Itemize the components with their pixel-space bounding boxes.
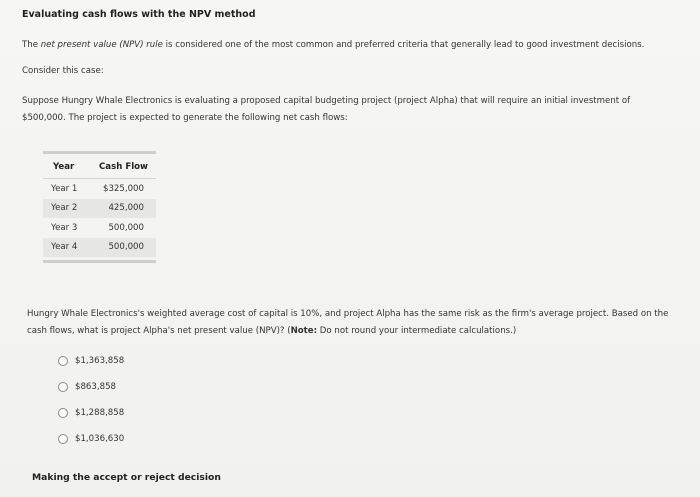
radio-button[interactable] — [58, 356, 68, 366]
question-line-2-post: Do not round your intermediate calculations.) — [317, 326, 517, 336]
year-cell: Year 1 — [43, 179, 98, 199]
table-row — [43, 199, 156, 219]
column-header-year: Year — [53, 162, 75, 172]
table-top-rule — [43, 151, 156, 154]
intro-emphasis: net present value (NPV) rule — [40, 40, 163, 50]
cash-flow-cell: 500,000 — [98, 238, 156, 258]
cash-flow-cell: 425,000 — [98, 199, 156, 219]
answer-option-label: $1,363,858 — [75, 356, 125, 366]
intro-post: is considered one of the most common and preferred criteria that generally lead to good investment decisions. — [162, 40, 645, 50]
cash-flow-cell: $325,000 — [98, 179, 156, 199]
radio-button[interactable] — [58, 434, 68, 444]
question-line-2 — [27, 326, 516, 336]
column-header-cash-flow: Cash Flow — [99, 162, 148, 172]
answer-option-4[interactable] — [58, 432, 124, 446]
answer-option-label: $1,036,630 — [75, 434, 125, 444]
year-cell: Year 4 — [43, 238, 98, 258]
note-label: Note: — [290, 326, 318, 336]
table-header-row — [43, 156, 156, 179]
radio-button[interactable] — [58, 382, 68, 392]
table-row — [43, 218, 156, 238]
answer-option-label: $863,858 — [75, 382, 117, 392]
intro-pre: The — [22, 40, 41, 50]
consider-text: Consider this case: — [22, 66, 104, 76]
question-line-2-pre: cash flows, what is project Alpha's net present value (NPV)? ( — [27, 326, 291, 336]
answer-option-1[interactable] — [58, 354, 124, 368]
case-text-line-2: $500,000. The project is expected to generate the following net cash flows: — [22, 113, 348, 123]
year-cell: Year 3 — [51, 222, 78, 233]
answer-option-2[interactable] — [58, 380, 116, 394]
answer-option-label: $1,288,858 — [75, 408, 125, 418]
section-title: Evaluating cash flows with the NPV method — [22, 9, 256, 20]
case-text-line-1: Suppose Hungry Whale Electronics is evaluating a proposed capital budgeting project (project Alpha) that will require an initial investment of — [22, 96, 631, 106]
cash-flow-table — [43, 156, 156, 257]
table-row — [43, 179, 156, 199]
intro-paragraph — [22, 40, 644, 50]
table-bottom-rule — [43, 260, 156, 263]
question-line-1: Hungry Whale Electronics's weighted average cost of capital is 10%, and project Alpha has the same risk as the firm's average project. Based on the — [27, 309, 669, 319]
next-section-title: Making the accept or reject decision — [32, 472, 221, 483]
year-cell: Year 2 — [43, 199, 98, 219]
radio-button[interactable] — [58, 408, 68, 418]
cash-flow-cell: 500,000 — [108, 222, 144, 233]
answer-option-3[interactable] — [58, 406, 124, 420]
table-row — [43, 238, 156, 258]
